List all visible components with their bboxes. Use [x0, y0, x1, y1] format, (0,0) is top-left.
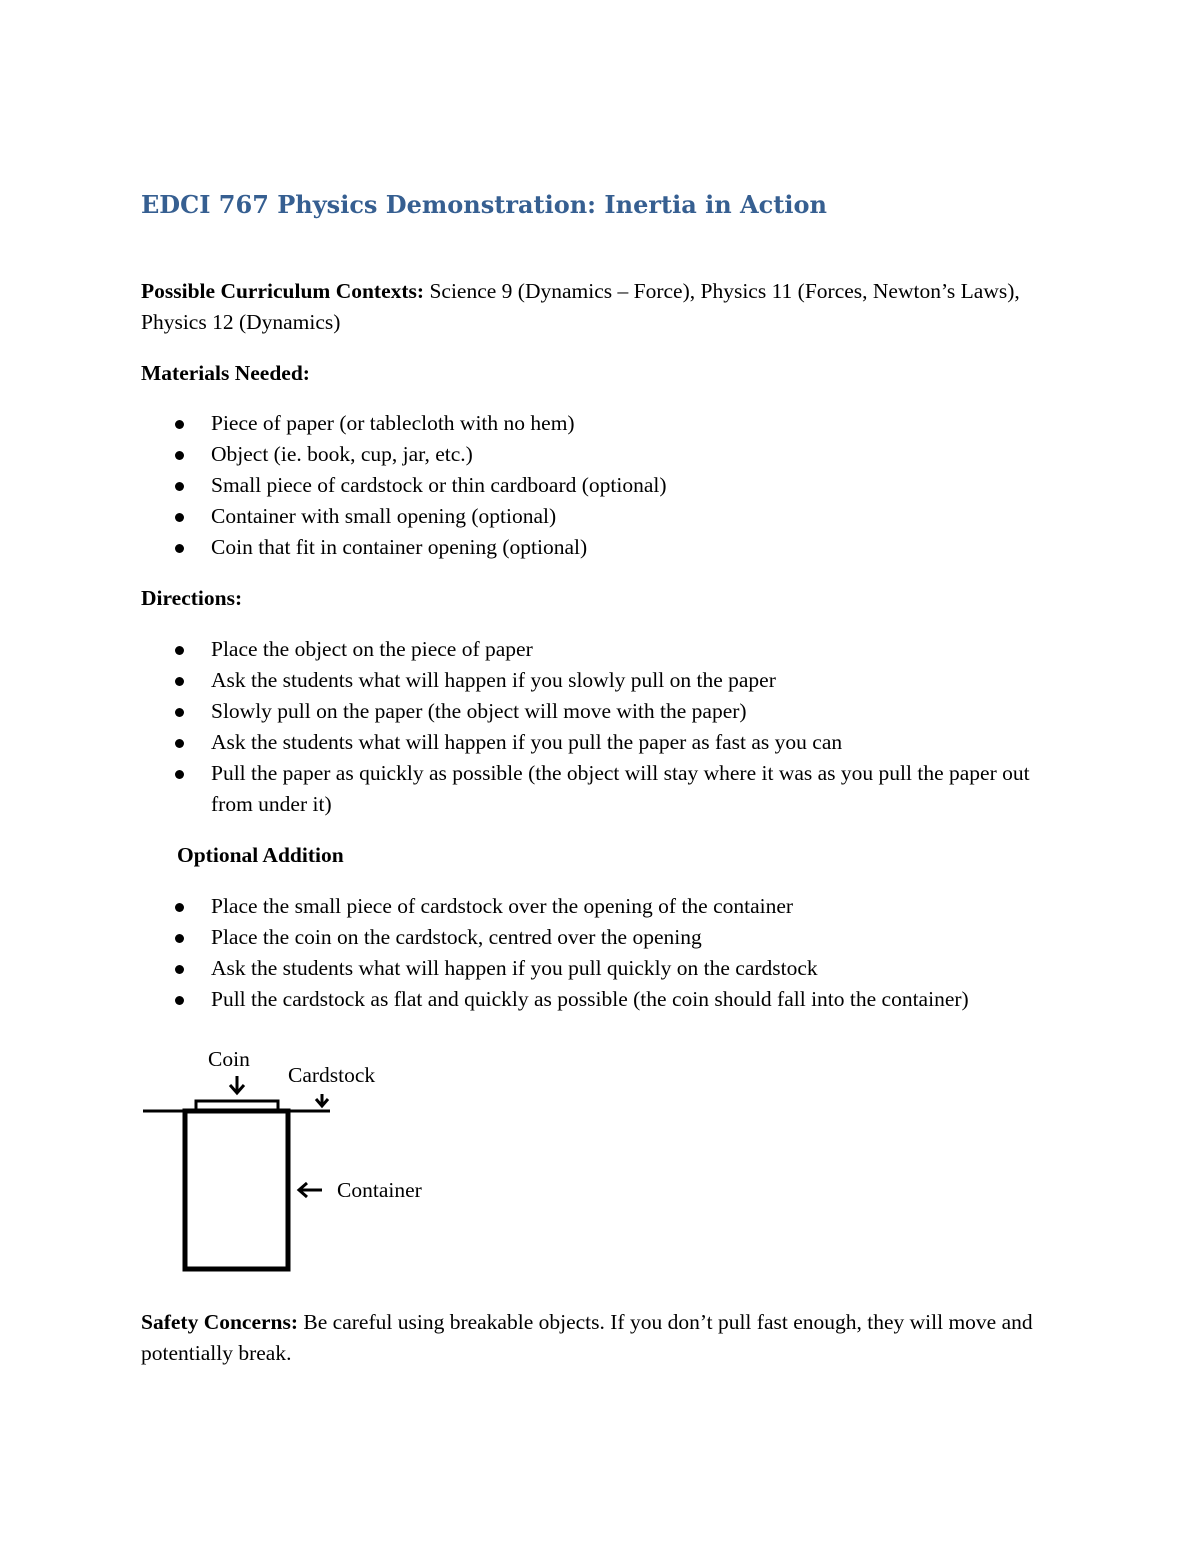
list-item: Place the object on the piece of paper: [141, 634, 1041, 665]
list-item: Pull the cardstock as flat and quickly as possible (the coin should fall into the container): [141, 984, 1041, 1015]
curriculum-text: Science 9 (Dynamics – Force), Physics 11 (Forces, Newton’s Laws), Physics 12 (Dynamics): [141, 279, 1020, 334]
coin-label: Coin: [208, 1047, 250, 1071]
list-item: Piece of paper (or tablecloth with no hem): [141, 408, 1041, 439]
list-item: Coin that fit in container opening (optional): [141, 532, 1041, 563]
container-shape: [185, 1111, 288, 1269]
coin-container-diagram: [0, 0, 600, 1300]
list-item: Object (ie. book, cup, jar, etc.): [141, 439, 1041, 470]
list-item: Ask the students what will happen if you slowly pull on the paper: [141, 665, 1041, 696]
directions-heading: Directions:: [141, 586, 243, 610]
list-item: Container with small opening (optional): [141, 501, 1041, 532]
list-item: Ask the students what will happen if you pull the paper as fast as you can: [141, 727, 1041, 758]
container-arrow-icon: [299, 1183, 322, 1197]
cardstock-arrow-icon: [316, 1094, 328, 1106]
safety-text: Be careful using breakable objects. If you don’t pull fast enough, they will move and potentially break.: [141, 1310, 1033, 1365]
list-item: Pull the paper as quickly as possible (the object will stay where it was as you pull the paper out from under it): [141, 758, 1041, 820]
curriculum-label: Possible Curriculum Contexts:: [141, 279, 425, 303]
list-item: Place the small piece of cardstock over the opening of the container: [141, 891, 1041, 922]
list-item: Place the coin on the cardstock, centred over the opening: [141, 922, 1041, 953]
list-item: Slowly pull on the paper (the object will move with the paper): [141, 696, 1041, 727]
safety-concerns: [141, 1307, 1041, 1369]
container-label: Container: [337, 1178, 422, 1202]
list-item: Small piece of cardstock or thin cardboard (optional): [141, 470, 1041, 501]
coin-arrow-icon: [230, 1076, 244, 1093]
optional-addition-heading: Optional Addition: [177, 843, 344, 867]
cardstock-label: Cardstock: [288, 1063, 376, 1087]
safety-label: Safety Concerns:: [141, 1310, 299, 1334]
materials-heading: Materials Needed:: [141, 361, 310, 385]
document-title: EDCI 767 Physics Demonstration: Inertia in Action: [141, 190, 827, 219]
list-item: Ask the students what will happen if you pull quickly on the cardstock: [141, 953, 1041, 984]
